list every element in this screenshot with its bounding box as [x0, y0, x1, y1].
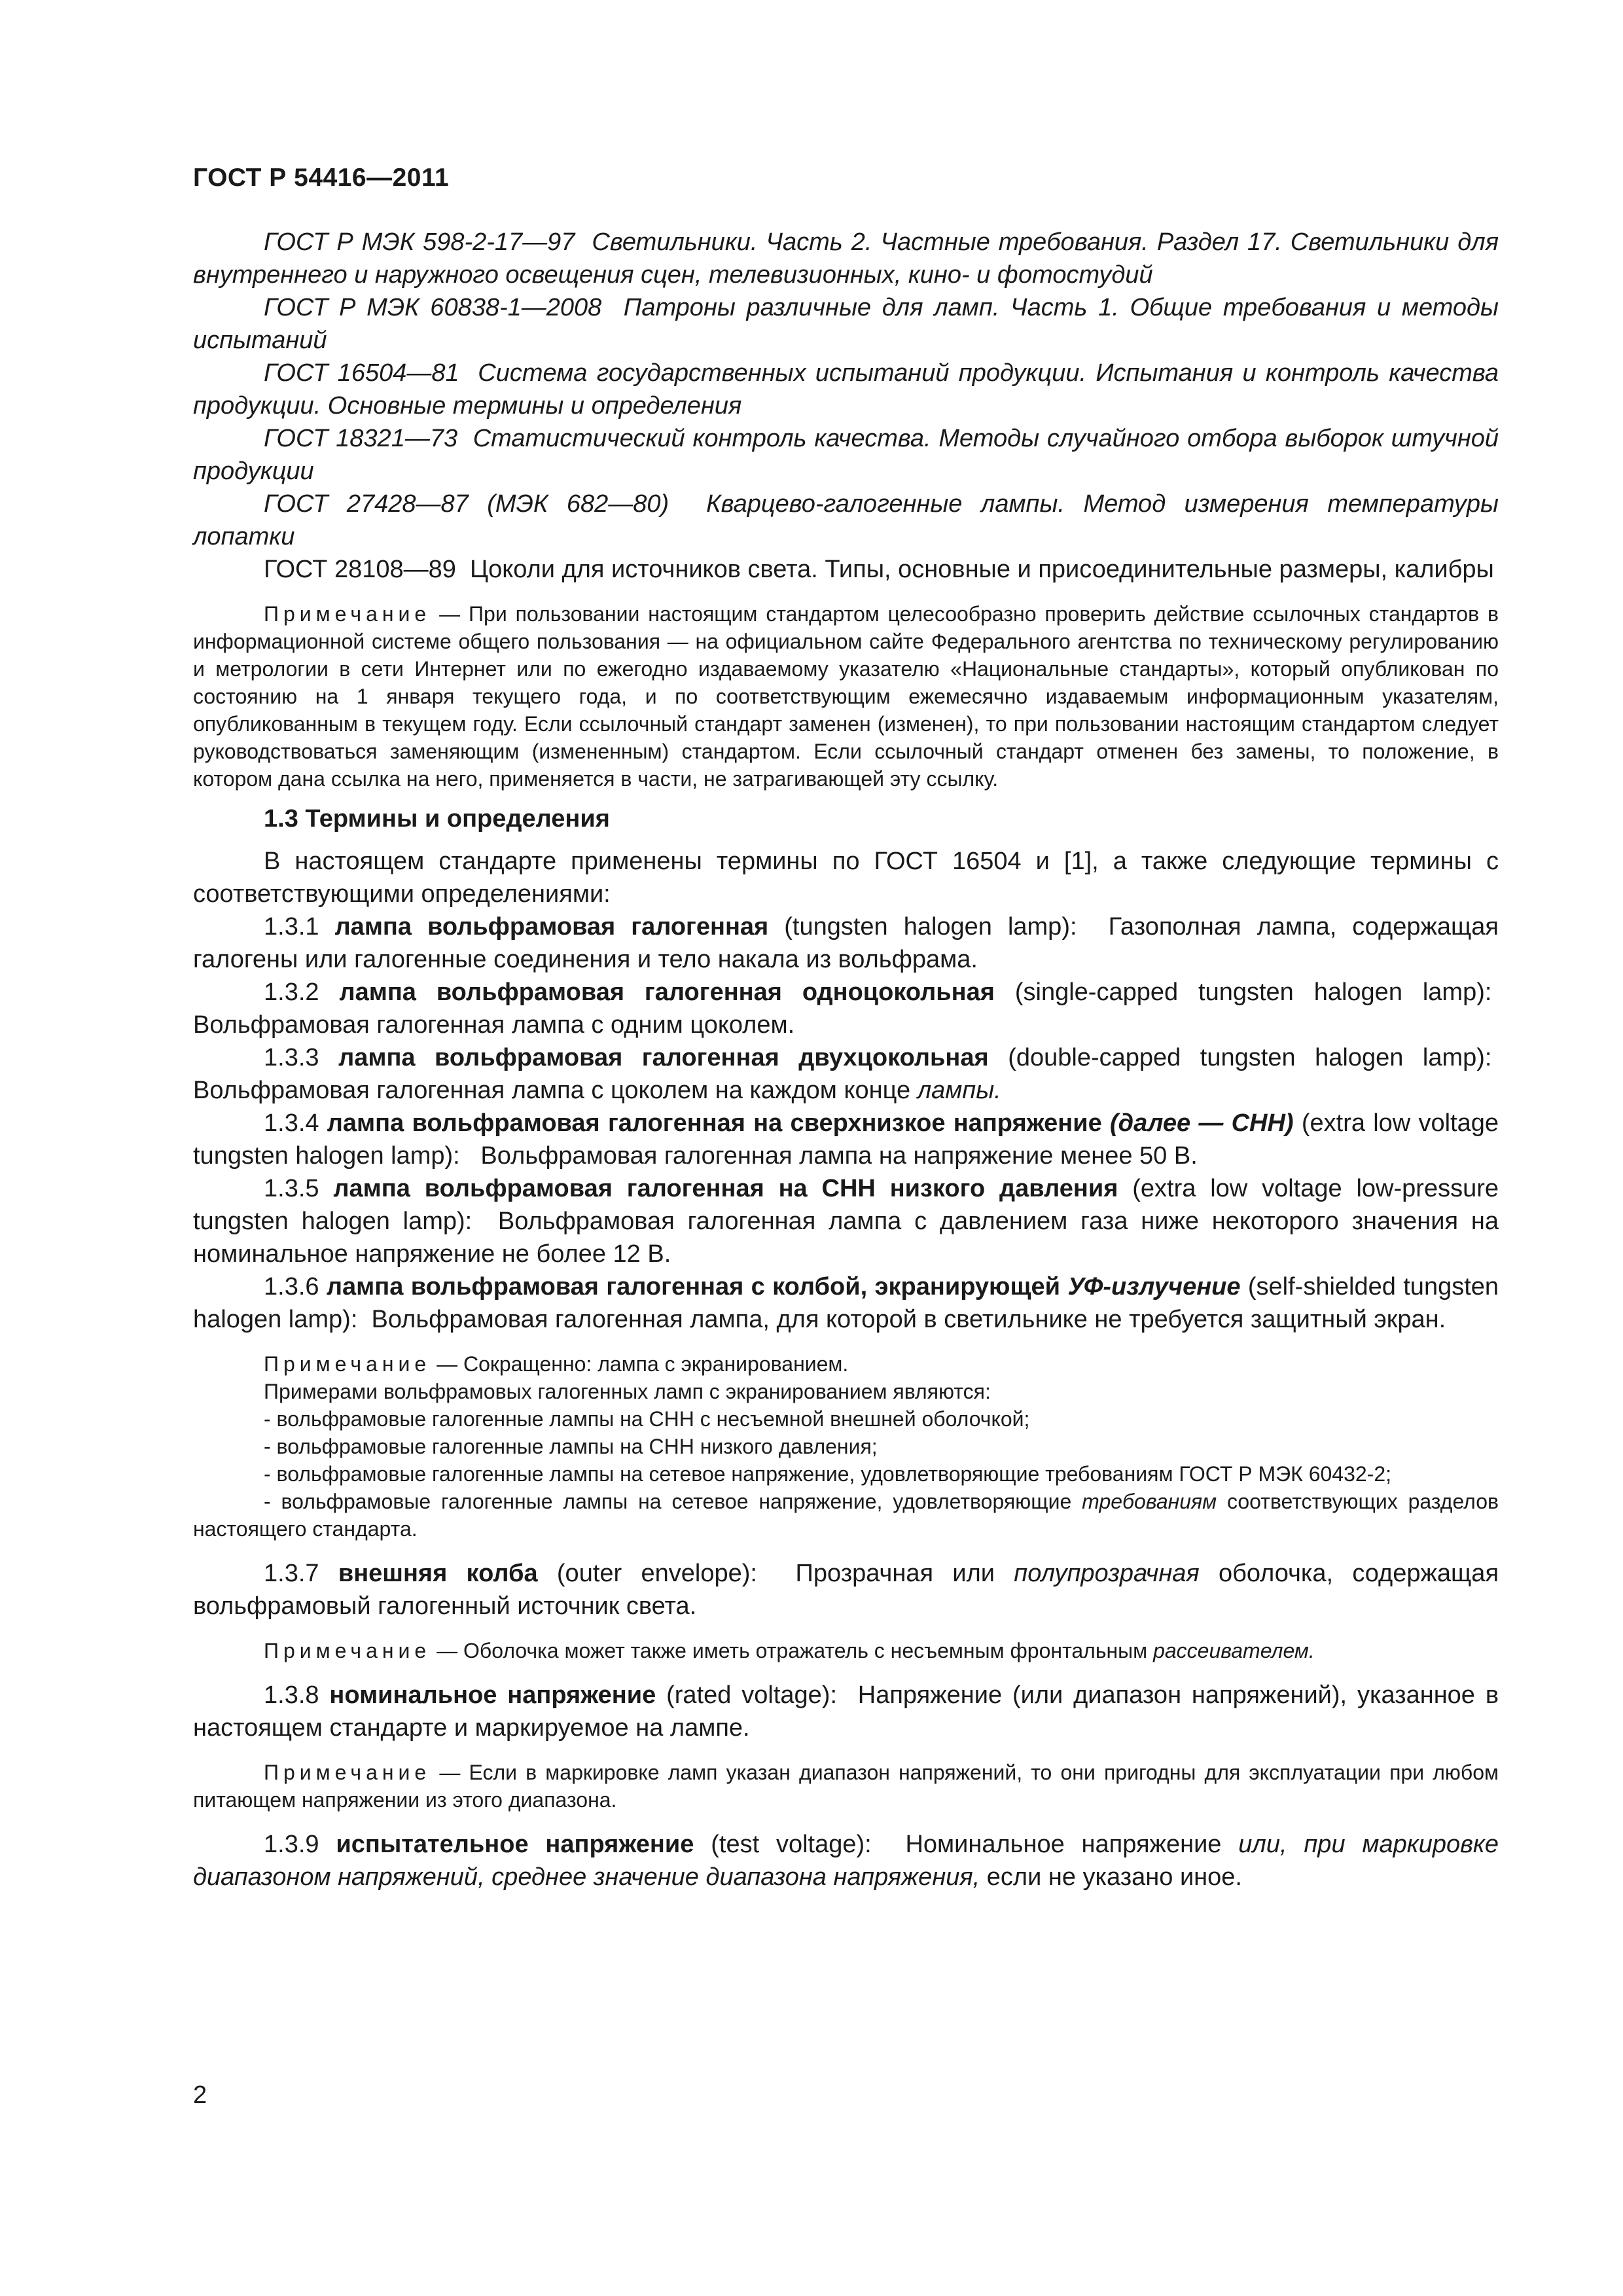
- term-name: испытательное напряжение: [336, 1831, 694, 1858]
- note-list-item: - вольфрамовые галогенные лампы на СНН низкого давления;: [264, 1435, 878, 1458]
- reference-entry: ГОСТ 28108—89 Цоколи для источников света. Типы, основные и присоединительные размеры, калибры: [264, 556, 1494, 583]
- term-1-3-9: 1.3.9 испытательное напряжение (test voltage): Номинальное напряжение или, при маркировке диапазоном напряжений, среднее значение диапазона напряжения, если не указано иное.: [193, 1831, 1499, 1891]
- term-1-3-4: 1.3.4 лампа вольфрамовая галогенная на сверхнизкое напряжение (далее — СНН) (extra low voltage tungsten halogen lamp): Вольфрамовая галогенная лампа на напряжение менее 50 В.: [193, 1109, 1499, 1170]
- reference-entry: ГОСТ 27428—87 (МЭК 682—80) Кварцево-галогенные лампы. Метод измерения температуры лопатки: [193, 490, 1499, 550]
- note-references: Примечание — При пользовании настоящим стандартом целесообразно проверить действие ссылочных стандартов в информационной системе общего пользования — на официальном сайте Федерального агентства по техническому регулированию и метрологии в сети Интернет или по ежегодно издаваемому указателю «Национальные стандарты», который опубликован по состоянию на 1 января текущего года, и по соответствующим ежемесячно издаваемым информационным указателям, опубликованным в текущем году. Если ссылочный стандарт заменен (изменен), то при пользовании настоящим стандартом следует руководствоваться заменяющим (измененным) стандартом. Если ссылочный стандарт отменен без замены, то положение, в котором дана ссылка на него, применяется в части, не затрагивающей эту ссылку.: [193, 602, 1499, 791]
- section-intro: В настоящем стандарте применены термины по ГОСТ 16504 и [1], а также следующие термины с соответствующими определениями:: [193, 848, 1499, 908]
- note-list-item: - вольфрамовые галогенные лампы на СНН с несъемной внешней оболочкой;: [264, 1407, 1030, 1431]
- note-list-item: - вольфрамовые галогенные лампы на сетевое напряжение, удовлетворяющие требованиям ГОСТ Р МЭК 60432-2;: [264, 1462, 1392, 1486]
- reference-entry: ГОСТ Р МЭК 60838-1—2008 Патроны различные для ламп. Часть 1. Общие требования и методы испытаний: [193, 294, 1499, 354]
- term-name: лампа вольфрамовая галогенная на сверхнизкое напряжение: [327, 1109, 1102, 1137]
- term-name: внешняя колба: [338, 1560, 538, 1587]
- term-name: номинальное напряжение: [329, 1681, 656, 1709]
- note-list-item: - вольфрамовые галогенные лампы на сетевое напряжение, удовлетворяющие требованиям соответствующих разделов настоящего стандарта.: [193, 1490, 1499, 1541]
- document-body: [193, 226, 1499, 1893]
- note-line: Примерами вольфрамовых галогенных ламп с экранированием являются:: [264, 1380, 991, 1403]
- term-1-3-6: 1.3.6 лампа вольфрамовая галогенная с колбой, экранирующей УФ-излучение (self-shielded tungsten halogen lamp): Вольфрамовая галогенная лампа, для которой в светильнике не требуется защитный экран.: [193, 1273, 1499, 1333]
- term-1-3-3: 1.3.3 лампа вольфрамовая галогенная двухцокольная (double-capped tungsten halogen lamp): Вольфрамовая галогенная лампа с цоколем на каждом конце лампы.: [193, 1044, 1492, 1104]
- note-label: Примечание: [264, 602, 431, 626]
- section-title: 1.3 Термины и определения: [264, 805, 610, 833]
- term-name: лампа вольфрамовая галогенная: [334, 913, 769, 941]
- reference-entry: ГОСТ Р МЭК 598-2-17—97 Светильники. Часть 2. Частные требования. Раздел 17. Светильники для внутреннего и наружного освещения сцен, телевизионных, кино- и фотостудий: [193, 228, 1499, 289]
- term-1-3-2: 1.3.2 лампа вольфрамовая галогенная одноцокольная (single-capped tungsten halogen lamp): Вольфрамовая галогенная лампа с одним цоколем.: [193, 978, 1492, 1039]
- term-1-3-7: 1.3.7 внешняя колба (outer envelope): Прозрачная или полупрозрачная оболочка, содержащая вольфрамовый галогенный источник света.: [193, 1560, 1499, 1620]
- reference-entry: ГОСТ 16504—81 Система государственных испытаний продукции. Испытания и контроль качества продукции. Основные термины и определения: [193, 359, 1499, 420]
- term-name: лампа вольфрамовая галогенная на СНН низкого давления: [333, 1175, 1118, 1202]
- term-1-3-8: 1.3.8 номинальное напряжение (rated voltage): Напряжение (или диапазон напряжений), указанное в настоящем стандарте и маркируемое на лампе.: [193, 1681, 1499, 1742]
- term-1-3-5: 1.3.5 лампа вольфрамовая галогенная на СНН низкого давления (extra low voltage low-pressure tungsten halogen lamp): Вольфрамовая галогенная лампа с давлением газа ниже некоторого значения на номинальное напряжение не более 12 В.: [193, 1175, 1499, 1268]
- note-term-1-3-6: Примечание — Сокращенно: лампа с экранированием.: [264, 1352, 849, 1376]
- term-name: лампа вольфрамовая галогенная двухцокольная: [338, 1044, 989, 1071]
- document-header: ГОСТ Р 54416—2011: [193, 164, 450, 192]
- note-term-1-3-7: Примечание — Оболочка может также иметь отражатель с несъемным фронтальным рассеивателем.: [264, 1639, 1315, 1662]
- term-name: лампа вольфрамовая галогенная одноцокольная: [339, 978, 995, 1006]
- note-term-1-3-8: Примечание — Если в маркировке ламп указан диапазон напряжений, то они пригодны для эксплуатации при любом питающем напряжении из этого диапазона.: [193, 1761, 1499, 1812]
- term-1-3-1: 1.3.1 лампа вольфрамовая галогенная (tungsten halogen lamp): Газополная лампа, содержащая галогены или галогенные соединения и тело накала из вольфрама.: [193, 913, 1499, 973]
- term-name: лампа вольфрамовая галогенная с колбой, экранирующей: [326, 1273, 1061, 1300]
- page-number: 2: [193, 2081, 207, 2109]
- reference-entry: ГОСТ 18321—73 Статистический контроль качества. Методы случайного отбора выборок штучной продукции: [193, 425, 1499, 485]
